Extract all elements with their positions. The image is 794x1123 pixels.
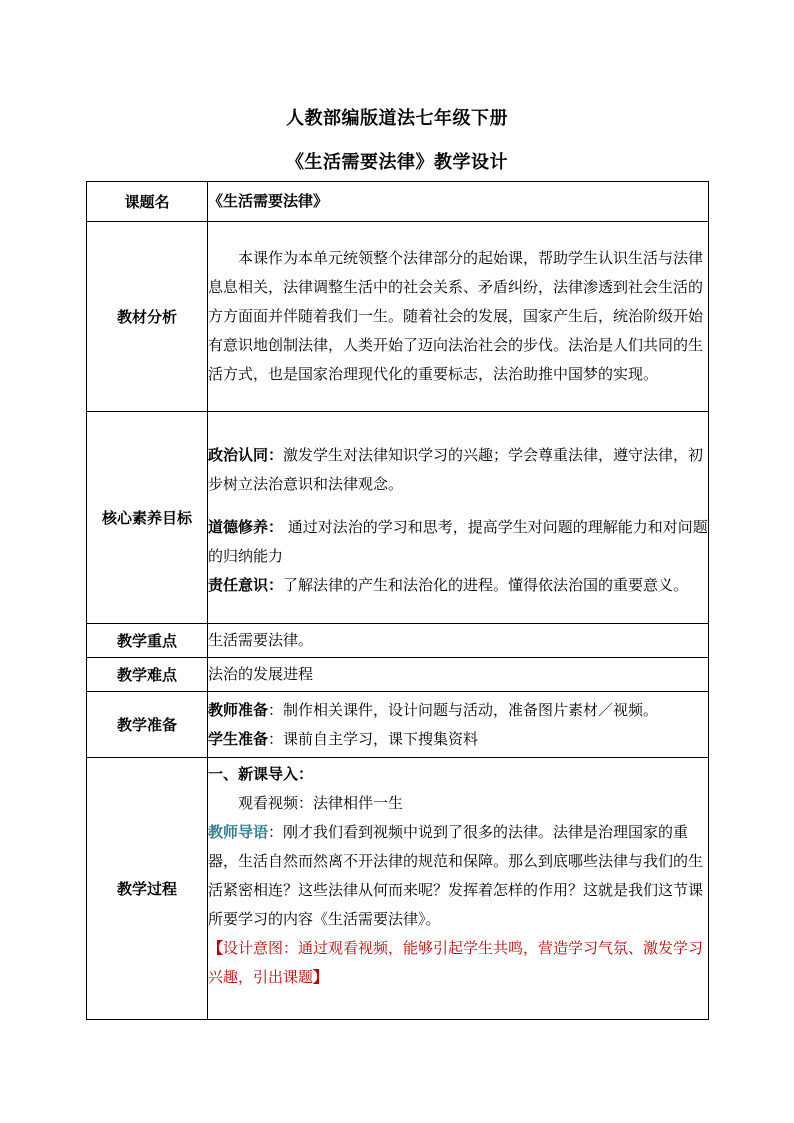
goal-heading: 政治认同： (208, 446, 284, 464)
prep-heading: 学生准备 (208, 729, 269, 748)
goal-responsibility (208, 571, 708, 600)
document-subtitle: 《生活需要法律》教学设计 (286, 152, 508, 173)
table-row-goals (87, 412, 709, 624)
label-topic: 课题名 (87, 182, 208, 222)
label-process: 教学过程 (87, 758, 208, 1020)
value-key-point: 生活需要法律。 (208, 624, 709, 658)
table-row-process (87, 758, 709, 1020)
table-row-preparation (87, 692, 709, 758)
table-row-key-point (87, 624, 709, 658)
goal-text: 激发学生对法律知识学习的兴趣；学会尊重法律，遵守法律，初步树立法治意识和法律观念。 (208, 446, 704, 493)
label-difficulty: 教学难点 (87, 658, 208, 692)
table-row-analysis (87, 222, 709, 412)
prep-heading: 教师准备 (208, 700, 269, 719)
prep-student (208, 725, 708, 754)
design-intent (208, 934, 708, 992)
prep-text: ：制作相关课件，设计问题与活动，准备图片素材／视频。 (268, 700, 659, 719)
label-analysis: 教材分析 (87, 222, 208, 412)
document-title: 人教部编版道法七年级下册 (286, 108, 508, 129)
goal-heading: 责任意识： (208, 576, 284, 594)
guide-heading: 教师导语 (208, 823, 269, 841)
intent-text: 设计意图：通过观看视频，能够引起学生共鸣，营造学习气氛、激发学习兴趣，引出课题 (208, 939, 704, 986)
process-video-line: 观看视频：法律相伴一生 (238, 794, 404, 812)
table-row-difficulty (87, 658, 709, 692)
goal-heading: 道德修养： (208, 518, 284, 536)
label-goals: 核心素养目标 (87, 412, 208, 624)
value-difficulty: 法治的发展进程 (208, 658, 709, 692)
intent-bracket-open: 【 (208, 939, 224, 957)
label-preparation: 教学准备 (87, 692, 208, 758)
prep-teacher (208, 696, 708, 725)
goal-moral (208, 513, 708, 571)
process-section-heading: 一、新课导入： (208, 765, 314, 783)
goal-text: 通过对法治的学习和思考，提高学生对问题的理解能力和对问题的归纳能力 (208, 518, 708, 565)
intent-bracket-close: 】 (313, 968, 329, 986)
guide-text: ：刚才我们看到视频中说到了很多的法律。法律是治理国家的重器，生活自然而然离不开法律的规范和保障。那么到底哪些法律与我们的生活紧密相连？这些法律从何而来呢？发挥着怎样的作用？这就是我们这节课所要学习的内容《生活需要法律》。 (208, 823, 704, 928)
prep-text: ：课前自主学习，课下搜集资料 (268, 729, 479, 748)
label-key-point: 教学重点 (87, 624, 208, 658)
process-guide (208, 818, 708, 934)
table-row-topic (87, 182, 709, 222)
goal-political (208, 441, 708, 499)
lesson-plan-table (86, 181, 709, 1020)
value-topic: 《生活需要法律》 (208, 182, 709, 222)
analysis-text: 本课作为本单元统领整个法律部分的起始课，帮助学生认识生活与法律息息相关，法律调整生活中的社会关系、矛盾纠纷，法律渗透到社会生活的方方面面并伴随着我们一生。随着社会的发展，国家产生后，统治阶级开始有意识地创制法律，人类开始了迈向法治社会的步伐。法治是人们共同的生活方式，也是国家治理现代化的重要标志，法治助推中国梦的实现。 (208, 249, 704, 383)
goal-text: 了解法律的产生和法治化的进程。懂得依法治国的重要意义。 (283, 576, 689, 594)
